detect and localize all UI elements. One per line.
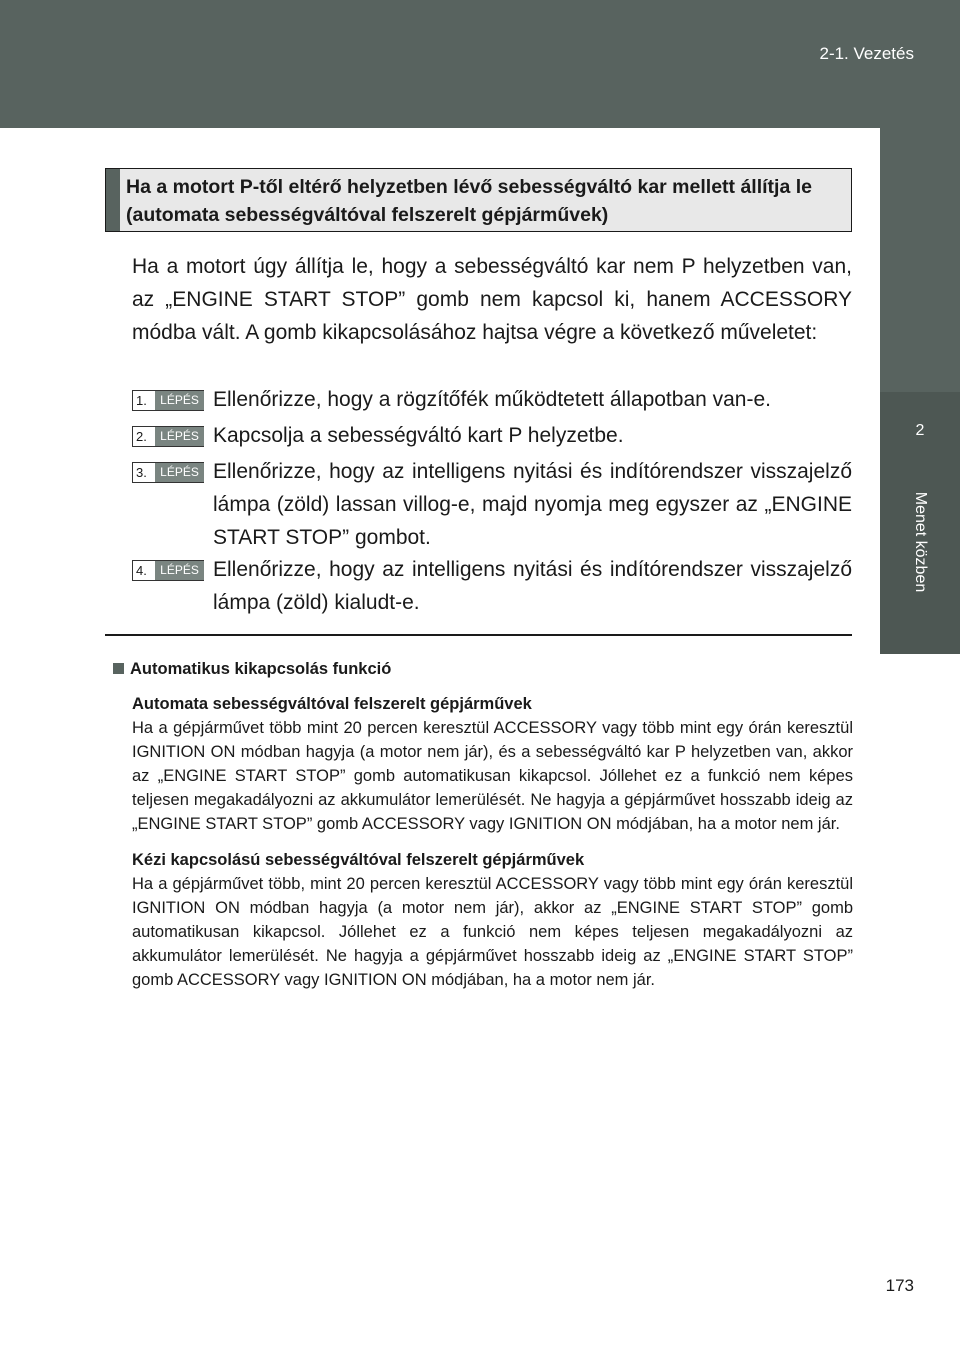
side-tab-upper: [880, 128, 960, 392]
section-divider: [105, 634, 852, 636]
step-2: [132, 419, 852, 452]
step-badge: [132, 560, 204, 581]
step-number: 4.: [136, 563, 147, 578]
step-text: Ellenőrizze, hogy az intelligens nyitási és indítórendszer visszajelző lámpa (zöld) kialudt-e.: [213, 558, 852, 614]
step-1: [132, 383, 852, 416]
step-badge: [132, 426, 204, 447]
step-4: [132, 553, 852, 619]
note-manual: [132, 848, 853, 992]
note-subtitle: Kézi kapcsolású sebességváltóval felszerelt gépjárművek: [132, 851, 585, 869]
step-number: 2.: [136, 429, 147, 444]
heading-accent-bar: [106, 169, 120, 231]
page-header-band: [0, 0, 960, 128]
note-automatic: [132, 692, 853, 836]
step-label: LÉPÉS: [155, 561, 204, 580]
square-bullet-icon: [113, 663, 124, 674]
step-badge: [132, 462, 204, 483]
notes-title-text: Automatikus kikapcsolás funkció: [130, 660, 392, 678]
note-subtitle: Automata sebességváltóval felszerelt gépjárművek: [132, 695, 532, 713]
step-label: LÉPÉS: [155, 391, 204, 410]
step-label: LÉPÉS: [155, 463, 204, 482]
heading-text: Ha a motort P-től eltérő helyzetben lévő sebességváltó kar mellett állítja le (automata sebességváltóval felszerelt gépjárművek): [126, 176, 812, 226]
chapter-side-tab: [880, 392, 960, 654]
step-number: 1.: [136, 393, 147, 408]
section-label: 2-1. Vezetés: [819, 44, 914, 63]
chapter-title: Menet közben: [912, 491, 929, 593]
intro-paragraph: Ha a motort úgy állítja le, hogy a sebességváltó kar nem P helyzetben van, az „ENGINE START STOP” gomb nem kapcsol ki, hanem ACCESSORY módba vált. A gomb kikapcsolásához hajtsa végre a következő műveletet:: [132, 255, 852, 344]
step-text: Kapcsolja a sebességváltó kart P helyzetbe.: [213, 424, 624, 447]
step-text: Ellenőrizze, hogy a rögzítőfék működtetett állapotban van-e.: [213, 388, 771, 411]
step-text: Ellenőrizze, hogy az intelligens nyitási és indítórendszer visszajelző lámpa (zöld) lassan villog-e, majd nyomja meg egyszer az „ENGINE START STOP” gombot.: [213, 460, 852, 549]
step-3: [132, 455, 852, 554]
note-text: Ha a gépjárművet több mint 20 percen keresztül ACCESSORY vagy több mint egy órán keresztül IGNITION ON módban hagyja (a motor nem jár), és a sebességváltó kar P helyzetben van, akkor az „ENGINE START STOP” gomb automatikusan kikapcsol. Jóllehet ez a funkció nem képes teljesen megakadályozni az akkumulátor lemerülését. Ne hagyja a gépjárművet hosszabb ideig az „ENGINE START STOP” gomb ACCESSORY vagy IGNITION ON módjában, ha a motor nem jár.: [132, 719, 853, 833]
notes-title: [113, 656, 853, 682]
step-label: LÉPÉS: [155, 427, 204, 446]
notes-section: [113, 656, 853, 992]
section-heading: [105, 168, 852, 232]
step-number: 3.: [136, 465, 147, 480]
step-badge: [132, 390, 204, 411]
note-text: Ha a gépjárművet több, mint 20 percen keresztül ACCESSORY vagy több mint egy órán keresztül IGNITION ON módban hagyja (a motor nem jár), akkor az „ENGINE START STOP” gomb automatikusan kikapcsol. Jóllehet ez a funkció nem képes teljesen megakadályozni az akkumulátor lemerülését. Ne hagyja a gépjárművet hosszabb ideig az „ENGINE START STOP” gomb ACCESSORY vagy IGNITION ON módjában, ha a motor nem jár.: [132, 875, 853, 989]
chapter-number: 2: [915, 422, 925, 439]
page-number: 173: [885, 1276, 914, 1295]
